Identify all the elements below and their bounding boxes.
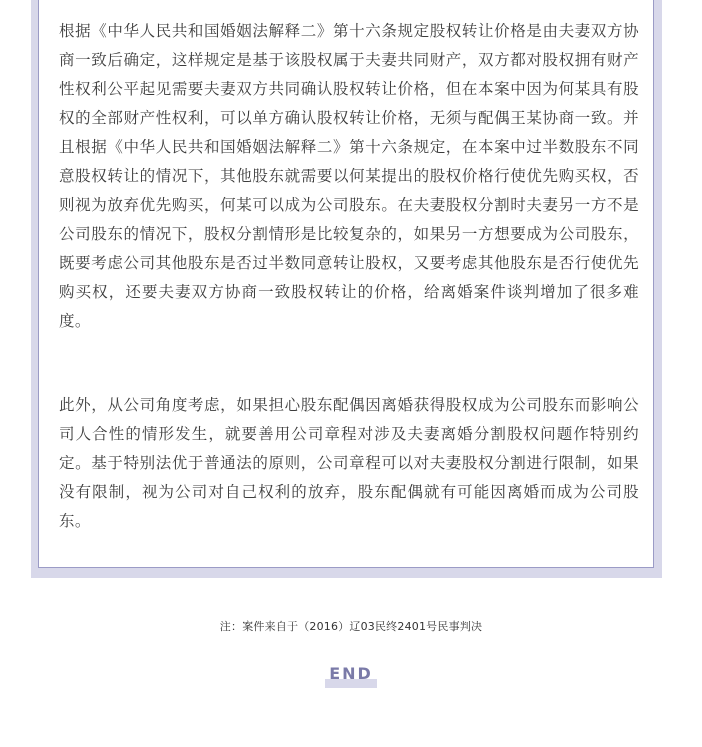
article-paragraph-1: 根据《中华人民共和国婚姻法解释二》第十六条规定股权转让价格是由夫妻双方协商一致后确定，这样规定是基于该股权属于夫妻共同财产，双方都对股权拥有财产性权利公平起见需要夫妻双方共同确认股权转让价格，但在本案中因为何某具有股权的全部财产性权利，可以单方确认股权转让价格，无须与配偶王某协商一致。并且根据《中华人民共和国婚姻法解释二》第十六条规定，在本案中过半数股东不同意股权转让的情况下，其他股东就需要以何某提出的股权价格行使优先购买权，否则视为放弃优先购买，何某可以成为公司股东。在夫妻股权分割时夫妻另一方不是公司股东的情况下，股权分割情形是比较复杂的，如果另一方想要成为公司股东，既要考虑公司其他股东是否过半数同意转让股权，又要考虑其他股东是否行使优先购买权，还要夫妻双方协商一致股权转让的价格，给离婚案件谈判增加了很多难度。 (59, 22, 639, 330)
end-marker (325, 664, 377, 688)
case-source-note: 注：案件来自于（2016）辽03民终2401号民事判决 (219, 620, 483, 633)
article-paragraph-2: 此外，从公司角度考虑，如果担心股东配偶因离婚获得股权成为公司股东而影响公司人合性的情形发生，就要善用公司章程对涉及夫妻离婚分割股权问题作特别约定。基于特别法优于普通法的原则，公司章程可以对夫妻股权分割进行限制，如果没有限制，视为公司对自己权利的放弃，股东配偶就有可能因离婚而成为公司股东。 (59, 396, 639, 530)
article-card (38, 0, 654, 568)
end-label: END (329, 664, 373, 683)
